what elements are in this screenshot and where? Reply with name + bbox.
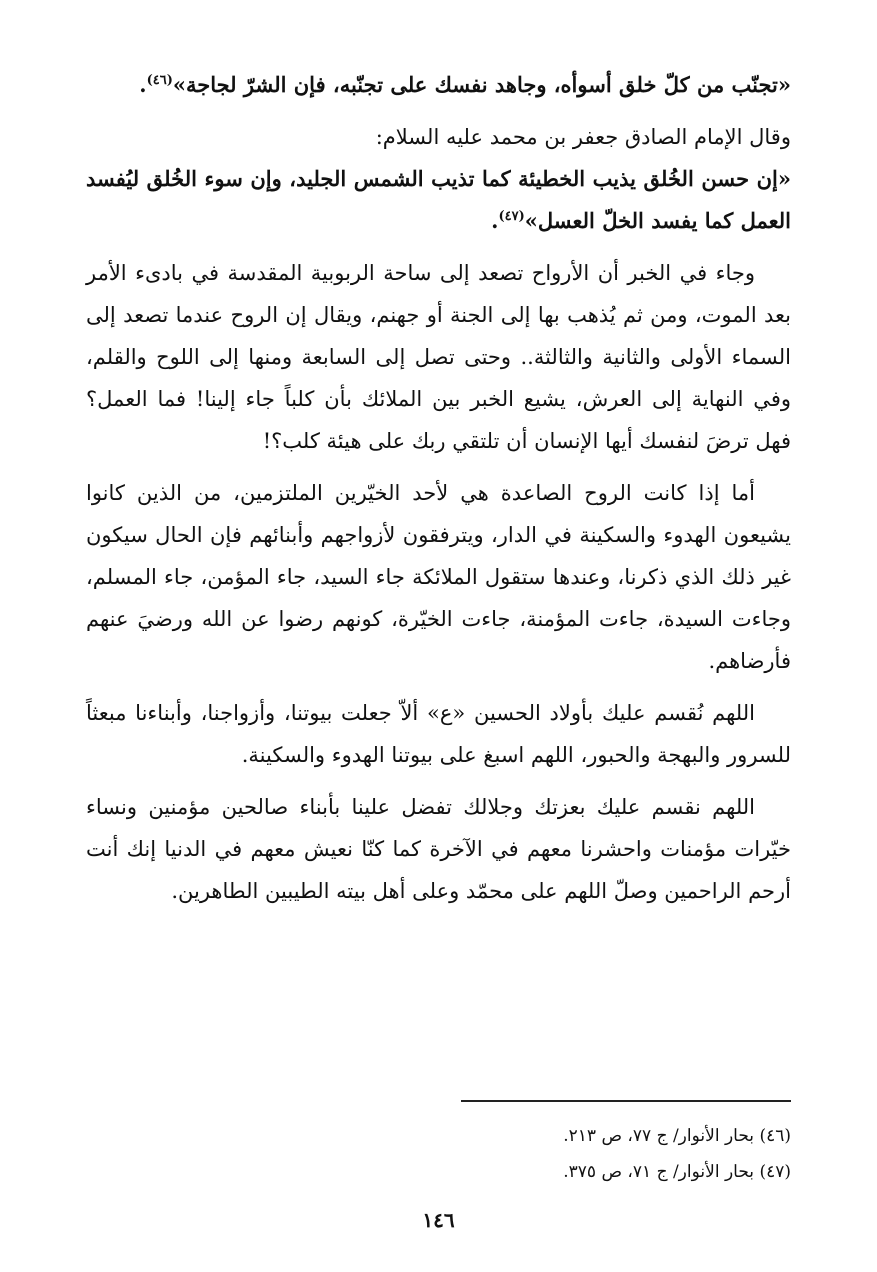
footnote-46: (٤٦) بحار الأنوار/ ج ٧٧، ص ٢١٣. (563, 1126, 791, 1146)
page-body (86, 64, 791, 912)
hadith-quote-1 (86, 64, 791, 106)
footnote-ref-46: (٤٦) (146, 73, 173, 88)
hadith-2-end: . (491, 208, 499, 233)
paragraph: وجاء في الخبر أن الأرواح تصعد إلى ساحة الربوبية المقدسة في بادىء الأمر بعد الموت، ومن ثم يُذهب بها إلى الجنة أو جهنم، ويقال إن الروح عندما تصعد إلى السماء الأولى والثانية والثالثة.. وحتى تصل إلى السابعة ومنها إلى اللوح والقلم، وفي النهاية إلى العرش، يشيع الخبر بين الملائك بأن كلباً جاء إلينا! فما العمل؟ فهل ترضَ لنفسك أيها الإنسان أن تلتقي ربك على هيئة كلب؟! (86, 261, 791, 453)
hadith-2-text: «إن حسن الخُلق يذيب الخطيئة كما تذيب الشمس الجليد، وإن سوء الخُلق ليُفسد العمل كما يفسد الخلّ العسل» (86, 166, 791, 233)
footnote-47: (٤٧) بحار الأنوار/ ج ٧١، ص ٣٧٥. (563, 1162, 791, 1182)
footnotes (86, 1118, 791, 1190)
paragraph: أما إذا كانت الروح الصاعدة هي لأحد الخيّرين الملتزمين، من الذين كانوا يشيعون الهدوء والسكينة في الدار، ويترفقون لأزواجهم وأبنائهم فإن الحال سيكون غير ذلك الذي ذكرنا، وعندها ستقول الملائكة جاء السيد، جاء المؤمن، جاء المسلم، وجاءت السيدة، جاءت المؤمنة، جاءت الخيّرة، كونهم رضوا عن الله ورضيَ عنهم فأرضاهم. (86, 481, 792, 673)
paragraph: اللهم نقسم عليك بعزتك وجلالك تفضل علينا بأبناء صالحين مؤمنين ونساء خيّرات مؤمنات واحشرنا معهم في الآخرة كما كنّا نعيش معهم في الدنيا إنك أنت أرحم الراحمين وصلّ اللهم على محمّد وعلى أهل بيته الطيبين الطاهرين. (86, 795, 791, 903)
hadith-1-end: . (139, 72, 147, 97)
paragraph: اللهم نُقسم عليك بأولاد الحسين «ع» ألاّ جعلت بيوتنا، وأزواجنا، وأبناءنا مبعثاً للسرور والبهجة والحبور، اللهم اسبغ على بيوتنا الهدوء والسكينة. (86, 701, 791, 767)
hadith-2-intro: وقال الإمام الصادق جعفر بن محمد عليه السلام: (375, 125, 791, 149)
footnote-divider (461, 1100, 791, 1102)
hadith-quote-2 (86, 158, 791, 242)
footnote-ref-47: (٤٧) (498, 209, 525, 224)
page-number: ١٤٦ (422, 1208, 455, 1232)
hadith-1-text: «تجنّب من كلّ خلق أسوأه، وجاهد نفسك على تجنّبه، فإن الشرّ لجاجة» (172, 72, 791, 97)
